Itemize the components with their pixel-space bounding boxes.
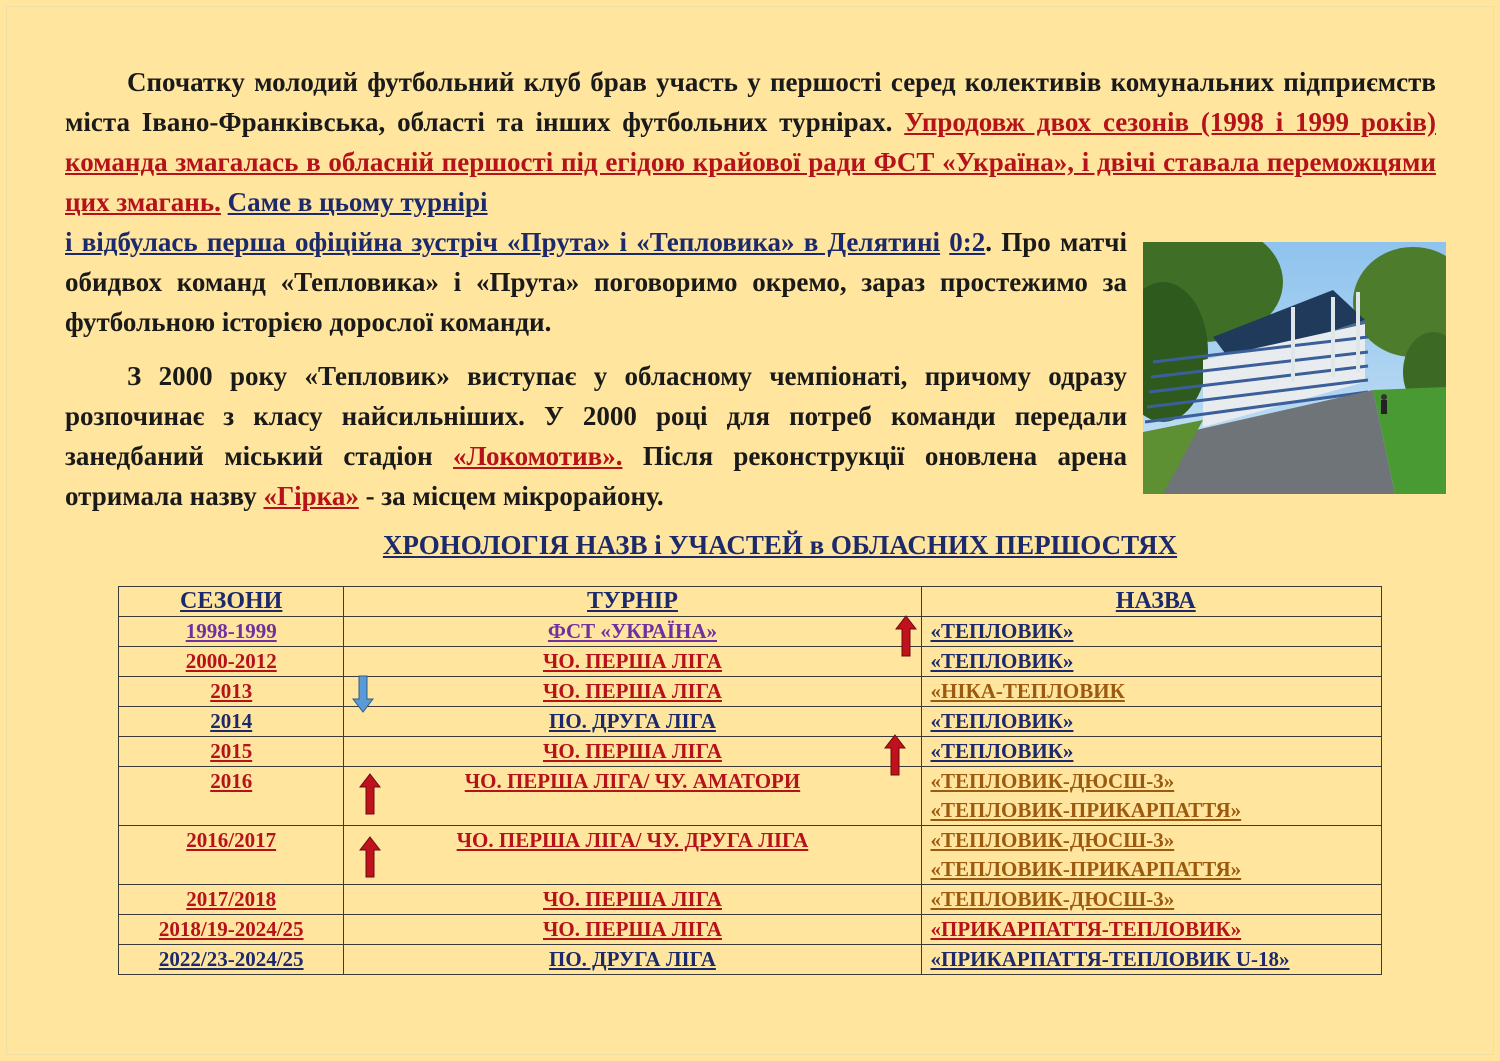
name-cell xyxy=(921,767,1382,826)
name-line-2[interactable]: «ТЕПЛОВИК-ПРИКАРПАТТЯ» xyxy=(930,857,1242,881)
stadium-photo xyxy=(1143,242,1446,494)
table-row xyxy=(119,707,1382,737)
table-row xyxy=(119,767,1382,826)
intro-sentence-1: Спочатку молодий футбольний клуб брав участь у першості серед колективів комунальних підприємств міста Івано-Франківська, області та інших футбольних турнірах. xyxy=(65,67,1436,137)
season-cell[interactable]: 2000-2012 xyxy=(119,647,344,677)
table-row xyxy=(119,737,1382,767)
tournament-cell xyxy=(344,737,921,767)
intro-highlight-red: Упродовж двох сезонів (1998 і 1999 років) команда змагалась в обласній першості під егідою крайової ради ФСТ «Україна», і двічі ставала переможцями цих змагань. xyxy=(65,107,1436,217)
name-cell[interactable]: «ТЕПЛОВИК» xyxy=(921,737,1382,767)
stadium-paragraph xyxy=(65,356,1127,516)
stadium-old-name-link[interactable]: «Локомотив». xyxy=(453,441,623,471)
intro-highlight-blue: Саме в цьому турнірі xyxy=(227,187,488,217)
tournament-cell xyxy=(344,617,921,647)
season-cell[interactable]: 2016 xyxy=(119,767,344,826)
intro-paragraph xyxy=(65,62,1436,222)
tournament-cell[interactable]: ЧО. ПЕРША ЛІГА xyxy=(344,885,921,915)
chronology-table xyxy=(118,586,1382,975)
season-cell[interactable]: 2015 xyxy=(119,737,344,767)
name-cell[interactable]: «ПРИКАРПАТТЯ-ТЕПЛОВИК» xyxy=(921,915,1382,945)
stadium-text-c: - за місцем мікрорайону. xyxy=(365,481,664,511)
name-line-2[interactable]: «ТЕПЛОВИК-ПРИКАРПАТТЯ» xyxy=(930,798,1242,822)
season-cell[interactable]: 2018/19-2024/25 xyxy=(119,915,344,945)
season-cell[interactable]: 2013 xyxy=(119,677,344,707)
first-match-text: і відбулась перша офіційна зустріч «Прута» і «Тепловика» в Делятині xyxy=(65,227,941,257)
table-row xyxy=(119,647,1382,677)
season-cell[interactable]: 2022/23-2024/25 xyxy=(119,945,344,975)
arrow-up-icon xyxy=(359,836,381,878)
name-cell[interactable]: «ПРИКАРПАТТЯ-ТЕПЛОВИК U-18» xyxy=(921,945,1382,975)
stadium-text-a: З 2000 року «Тепловик» виступає у обласному чемпіонаті, причому одразу розпочинає з класу найсильніших. У 2000 році для потреб команди передали занедбаний міський стадіон xyxy=(65,361,1127,471)
table-row xyxy=(119,945,1382,975)
season-cell[interactable]: 2014 xyxy=(119,707,344,737)
header-name: НАЗВА xyxy=(921,587,1382,617)
stadium-new-name-link[interactable]: «Гірка» xyxy=(263,481,359,511)
tournament-cell[interactable]: ПО. ДРУГА ЛІГА xyxy=(344,707,921,737)
table-row xyxy=(119,826,1382,885)
intro-paragraph-continued: і відбулась перша офіційна зустріч «Прута» і «Тепловика» в Делятині 0:2. Про матчі обидвох команд «Тепловика» і «Прута» поговоримо окремо, зараз простежимо за футбольною історією дорослої команди. xyxy=(65,227,1128,337)
intro-sentence-4: Про матчі обидвох команд «Тепловика» і «Прута» поговоримо окремо, зараз простежимо за футбольною історією дорослої команди. xyxy=(65,227,1128,337)
tournament-cell[interactable]: ЧО. ПЕРША ЛІГА xyxy=(344,677,921,707)
first-match-score: 0:2 xyxy=(949,227,986,257)
table-row xyxy=(119,915,1382,945)
name-cell[interactable]: «ТЕПЛОВИК-ДЮСШ-3» xyxy=(921,885,1382,915)
name-line-1[interactable]: «ТЕПЛОВИК-ДЮСШ-3» xyxy=(930,769,1175,793)
table-header-row xyxy=(119,587,1382,617)
tournament-cell xyxy=(344,826,921,885)
name-cell[interactable]: «ТЕПЛОВИК» xyxy=(921,617,1382,647)
tournament-cell[interactable]: ЧО. ПЕРША ЛІГА xyxy=(344,915,921,945)
table-row xyxy=(119,677,1382,707)
table-row xyxy=(119,617,1382,647)
tournament-cell[interactable]: ПО. ДРУГА ЛІГА xyxy=(344,945,921,975)
tournament-cell xyxy=(344,767,921,826)
name-cell[interactable]: «ТЕПЛОВИК» xyxy=(921,707,1382,737)
header-seasons: СЕЗОНИ xyxy=(119,587,344,617)
tournament-cell xyxy=(344,647,921,677)
name-line-1[interactable]: «ТЕПЛОВИК-ДЮСШ-3» xyxy=(930,828,1175,852)
stadium-text-b: Після реконструкції оновлена арена отримала назву xyxy=(65,441,1128,511)
header-tournament: ТУРНІР xyxy=(344,587,921,617)
name-cell xyxy=(921,826,1382,885)
name-cell[interactable]: «НІКА-ТЕПЛОВИК xyxy=(921,677,1382,707)
name-cell[interactable]: «ТЕПЛОВИК» xyxy=(921,647,1382,677)
season-cell[interactable]: 2016/2017 xyxy=(119,826,344,885)
season-cell[interactable]: 1998-1999 xyxy=(119,617,344,647)
tournament-label[interactable]: ЧО. ПЕРША ЛІГА xyxy=(542,649,722,673)
season-cell[interactable]: 2017/2018 xyxy=(119,885,344,915)
tournament-label[interactable]: ЧО. ПЕРША ЛІГА/ ЧУ. АМАТОРИ xyxy=(464,769,801,793)
tournament-label[interactable]: ЧО. ПЕРША ЛІГА xyxy=(542,739,722,763)
arrow-up-icon xyxy=(359,773,381,815)
tournament-label[interactable]: ЧО. ПЕРША ЛІГА/ ЧУ. ДРУГА ЛІГА xyxy=(456,828,809,852)
tournament-label[interactable]: ФСТ «УКРАЇНА» xyxy=(547,619,717,643)
table-row xyxy=(119,885,1382,915)
chronology-title: ХРОНОЛОГІЯ НАЗВ і УЧАСТЕЙ в ОБЛАСНИХ ПЕРШОСТЯХ xyxy=(382,530,1178,560)
